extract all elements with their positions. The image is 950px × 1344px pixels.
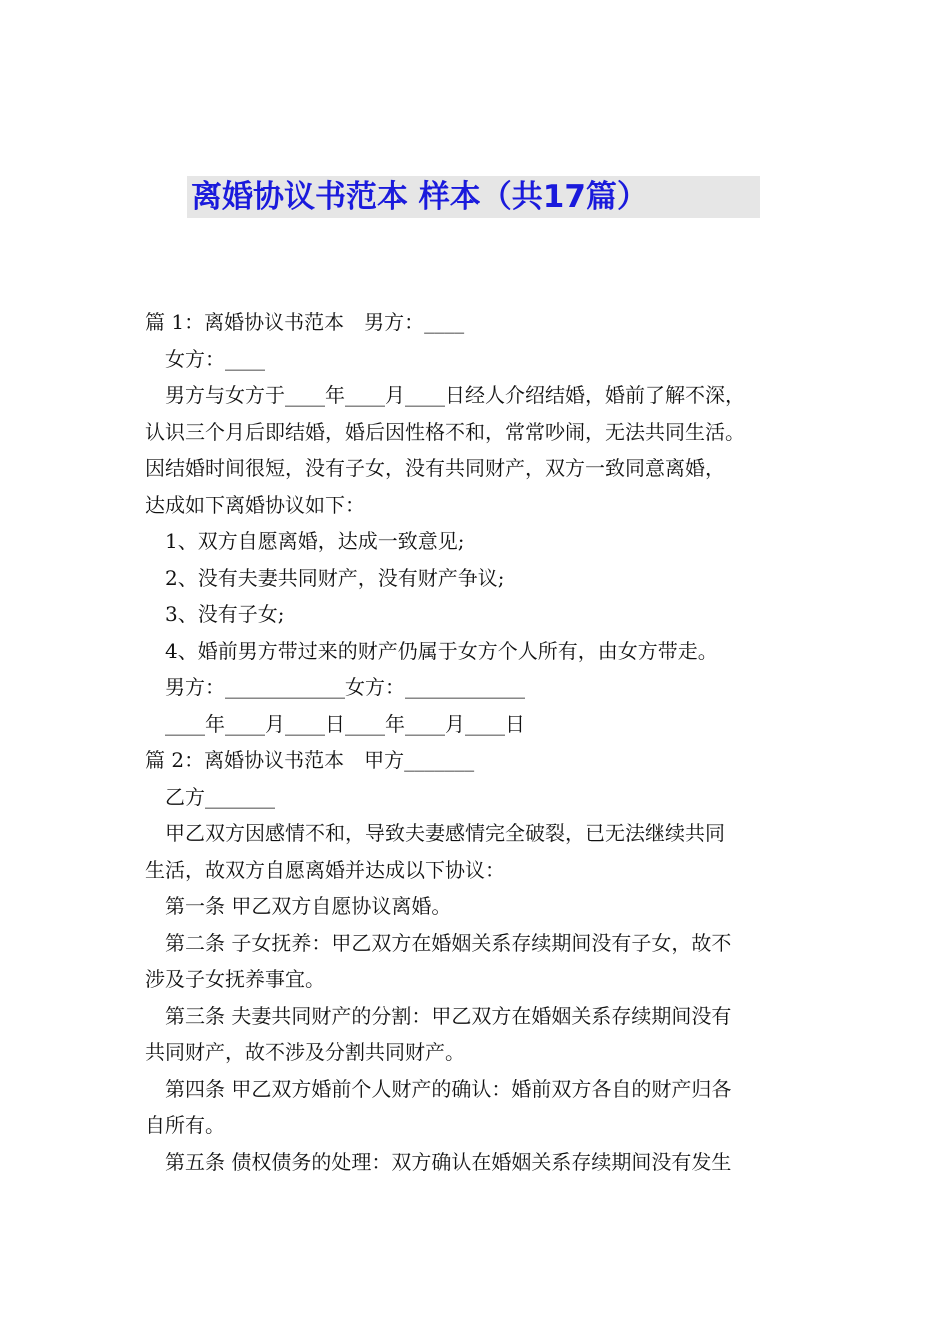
paragraph-line: ____年____月____日____年____月____日: [165, 712, 525, 736]
paragraph-line: 1、双方自愿离婚，达成一致意见;: [165, 529, 465, 553]
paragraph-line: 男方与女方于____年____月____日经人介绍结婚，婚前了解不深，: [165, 383, 745, 407]
paragraph-line: 第三条 夫妻共同财产的分割：甲乙双方在婚姻关系存续期间没有: [165, 1004, 732, 1028]
paragraph-line: 达成如下离婚协议如下：: [145, 493, 365, 517]
paragraph-line: 自所有。: [145, 1113, 225, 1137]
paragraph-line: 因结婚时间很短，没有子女，没有共同财产，双方一致同意离婚，: [145, 456, 725, 480]
paragraph-line: 篇 2：离婚协议书范本 甲方_______: [145, 748, 475, 772]
paragraph-line: 认识三个月后即结婚，婚后因性格不和，常常吵闹，无法共同生活。: [145, 420, 745, 444]
paragraph-line: 篇 1：离婚协议书范本 男方：____: [145, 310, 465, 334]
paragraph-line: 第四条 甲乙双方婚前个人财产的确认：婚前双方各自的财产归各: [165, 1077, 732, 1101]
document-title: 离婚协议书范本 样本（共17篇）: [187, 176, 760, 218]
paragraph-line: 生活，故双方自愿离婚并达成以下协议：: [145, 858, 505, 882]
paragraph-line: 2、没有夫妻共同财产，没有财产争议;: [165, 566, 505, 590]
paragraph-line: 女方：____: [165, 347, 265, 371]
paragraph-line: 男方：____________女方：____________: [165, 675, 525, 699]
paragraph-line: 4、婚前男方带过来的财产仍属于女方个人所有，由女方带走。: [165, 639, 718, 663]
paragraph-line: 甲乙双方因感情不和，导致夫妻感情完全破裂，已无法继续共同: [165, 821, 725, 845]
paragraph-line: 第一条 甲乙双方自愿协议离婚。: [165, 894, 452, 918]
paragraph-line: 共同财产，故不涉及分割共同财产。: [145, 1040, 465, 1064]
paragraph-line: 第五条 债权债务的处理：双方确认在婚姻关系存续期间没有发生: [165, 1150, 732, 1174]
paragraph-line: 3、没有子女;: [165, 602, 285, 626]
paragraph-line: 乙方_______: [165, 785, 275, 809]
paragraph-line: 第二条 子女抚养：甲乙双方在婚姻关系存续期间没有子女，故不: [165, 931, 732, 955]
paragraph-line: 涉及子女抚养事宜。: [145, 967, 325, 991]
